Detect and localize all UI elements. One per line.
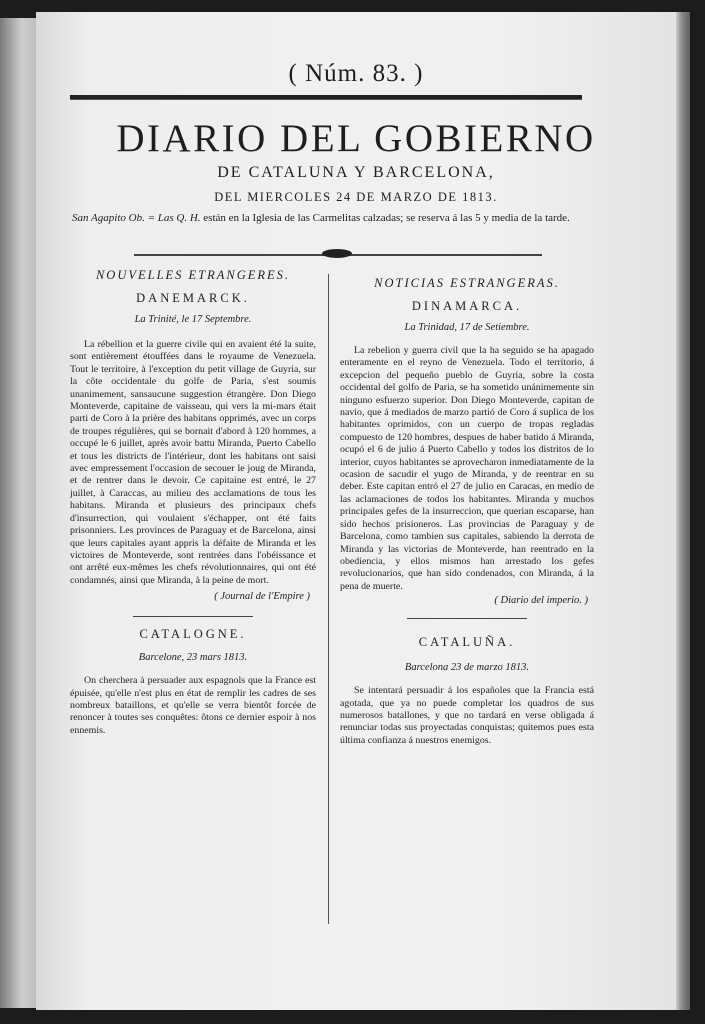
rule-ornament xyxy=(322,249,352,258)
left-article1-country: DANEMARCK. xyxy=(136,291,250,305)
issue-number: ( Núm. 83. ) xyxy=(288,60,424,87)
left-page-edge xyxy=(0,18,40,1008)
left-article1-dateline: La Trinité, le 17 Septembre. xyxy=(134,314,252,325)
masthead-subtitle: DE CATALUNA Y BARCELONA, xyxy=(217,164,495,181)
right-article-rule xyxy=(407,618,527,619)
saint-notice xyxy=(72,212,602,225)
right-article2-dateline: Barcelona 23 de marzo 1813. xyxy=(404,662,530,674)
right-article1-body: La rebelion y guerra civil que la ha seguido se ha apagado enteramente en el reyno de Venezuela. Todo el territorio, á excepcion del pequeño pueblo de Guyria, sobre la costa occidental del golfo de Paria, se ha sometido unánimemente sin ninguno esfuerzo superior. Don Diego Monteverde, capitan de navio, que á mediados de marzo partió de Coro á suplica de los habitantes oprimidos, con un cuerpo de tropas regladas compuesto de 120 hombres, despues de haber batido á Miranda, ocupó el 6 de julio á Puerto Cabello y todos los distritos de lo interior, cuyos habitantes se aprovecharon inmediatamente de la ocasion de sacudir el yugo de Miranda, y de reentrar en su deber. Este capitan entró el 27 de julio en Caracas, en medio de las aclamaciones de todos los habitantes. Miranda y muchos principales gefes de la insurreccion, que querian escaparse, han sido hechos prisioneros. Las provincias de Paraguay y de Barcelona, como tambien sus capitales, sabiendo la derrota de Miranda y las victorias de Monteverde, han reentrado en la obediencia, y ellos mismos han arrestado los gefes revolucionarios, que han sido condenados, con Miranda, á la pena de muerte. xyxy=(340,345,594,592)
column-divider xyxy=(328,274,329,924)
left-article2-country: CATALOGNE. xyxy=(139,627,247,642)
issue-date: DEL MIERCOLES 24 DE MARZO DE 1813. xyxy=(214,190,498,204)
left-section-title: NOUVELLES ETRANGERES. xyxy=(95,268,291,282)
right-article1-country: DINAMARCA. xyxy=(411,299,523,313)
left-article2-body: On cherchera à persuader aux espagnols que la France est épuisée, qu'elle n'est plus en état de remplir les cadres de ses nombreux bataillons, et qu'elle se verra bientôt forcée de renoncer à toutes ses conquêtes: ôtons ce dernier espoir à nos ennemis. xyxy=(70,675,316,736)
right-article2-body: Se intentará persuadir á los españoles que la Francia está agotada, que ya no puede completar los quadros de sus numerosos batallones, y que no tardará en verse obligada á renunciar todas sus proyectadas conquistas; quitemos pues esta última confianza á nuestros enemigos. xyxy=(340,685,594,746)
newspaper-page xyxy=(36,12,676,1010)
left-article1-source: ( Journal de l'Empire ) xyxy=(214,591,310,603)
right-column xyxy=(340,276,594,747)
masthead-title: DIARIO DEL GOBIERNO xyxy=(116,117,596,160)
right-section-title: NOTICIAS ESTRANGERAS. xyxy=(374,276,560,290)
notice-lead: San Agapito Ob. = Las Q. H. xyxy=(72,212,201,224)
right-article1-source: ( Diario del imperio. ) xyxy=(494,595,588,607)
left-column xyxy=(70,268,316,737)
right-article1-dateline: La Trinidad, 17 de Setiembre. xyxy=(404,322,530,333)
left-article2-dateline: Barcelone, 23 mars 1813. xyxy=(138,652,248,664)
left-article-rule xyxy=(133,616,253,617)
top-rule xyxy=(70,95,582,100)
right-page-edge xyxy=(676,12,690,1010)
notice-text: están en la Iglesia de las Carmelitas calzadas; se reserva á las 5 y media de la tarde. xyxy=(200,212,570,224)
right-article2-country: CATALUÑA. xyxy=(418,635,516,650)
left-article1-body: La rébellion et la guerre civile qui en avaient été la suite, sont entièrement étouffées dans le royaume de Venezuela. Tout le territoire, à l'exception du petit village de Guyria, sur la côte occidentale du golfe de Paria, s'est soumis unanimement, sansaucune suggestion étrangère. Don Diego Monteverde, capitaine de vaisseau, qui vers la mi-mars était parti de Coro à la prière des habitans opprimés, avec un corps de troupes régulières, qui se bornait d'abord à 120 hommes, a occupé le 6 juillet, après avoir battu Miranda, Puerto Cabello et tous les districts de l'intérieur, dont les habitans ont saisi avec empressement l'occasion de secouer le joug de Miranda, et de rentrer dans le devoir. Ce capitaine est entré, le 27 juillet, à Caraccas, au milieu des acclamations de tous les habitans. Miranda et plusieurs des principaux chefs d'insurrection, qui voulaient s'échapper, ont été faits prisonniers. Les provinces de Paraguay et de Barcelona, ainsi que leurs capitales ayant appris la défaite de Miranda et les victoires de Monteverde, sont rentrées dans l'obéissance et ont arrêté eux-mêmes les chefs révolutionnaires, qui ont été condamnés, ainsi que Miranda, à la peine de mort. xyxy=(70,339,316,586)
